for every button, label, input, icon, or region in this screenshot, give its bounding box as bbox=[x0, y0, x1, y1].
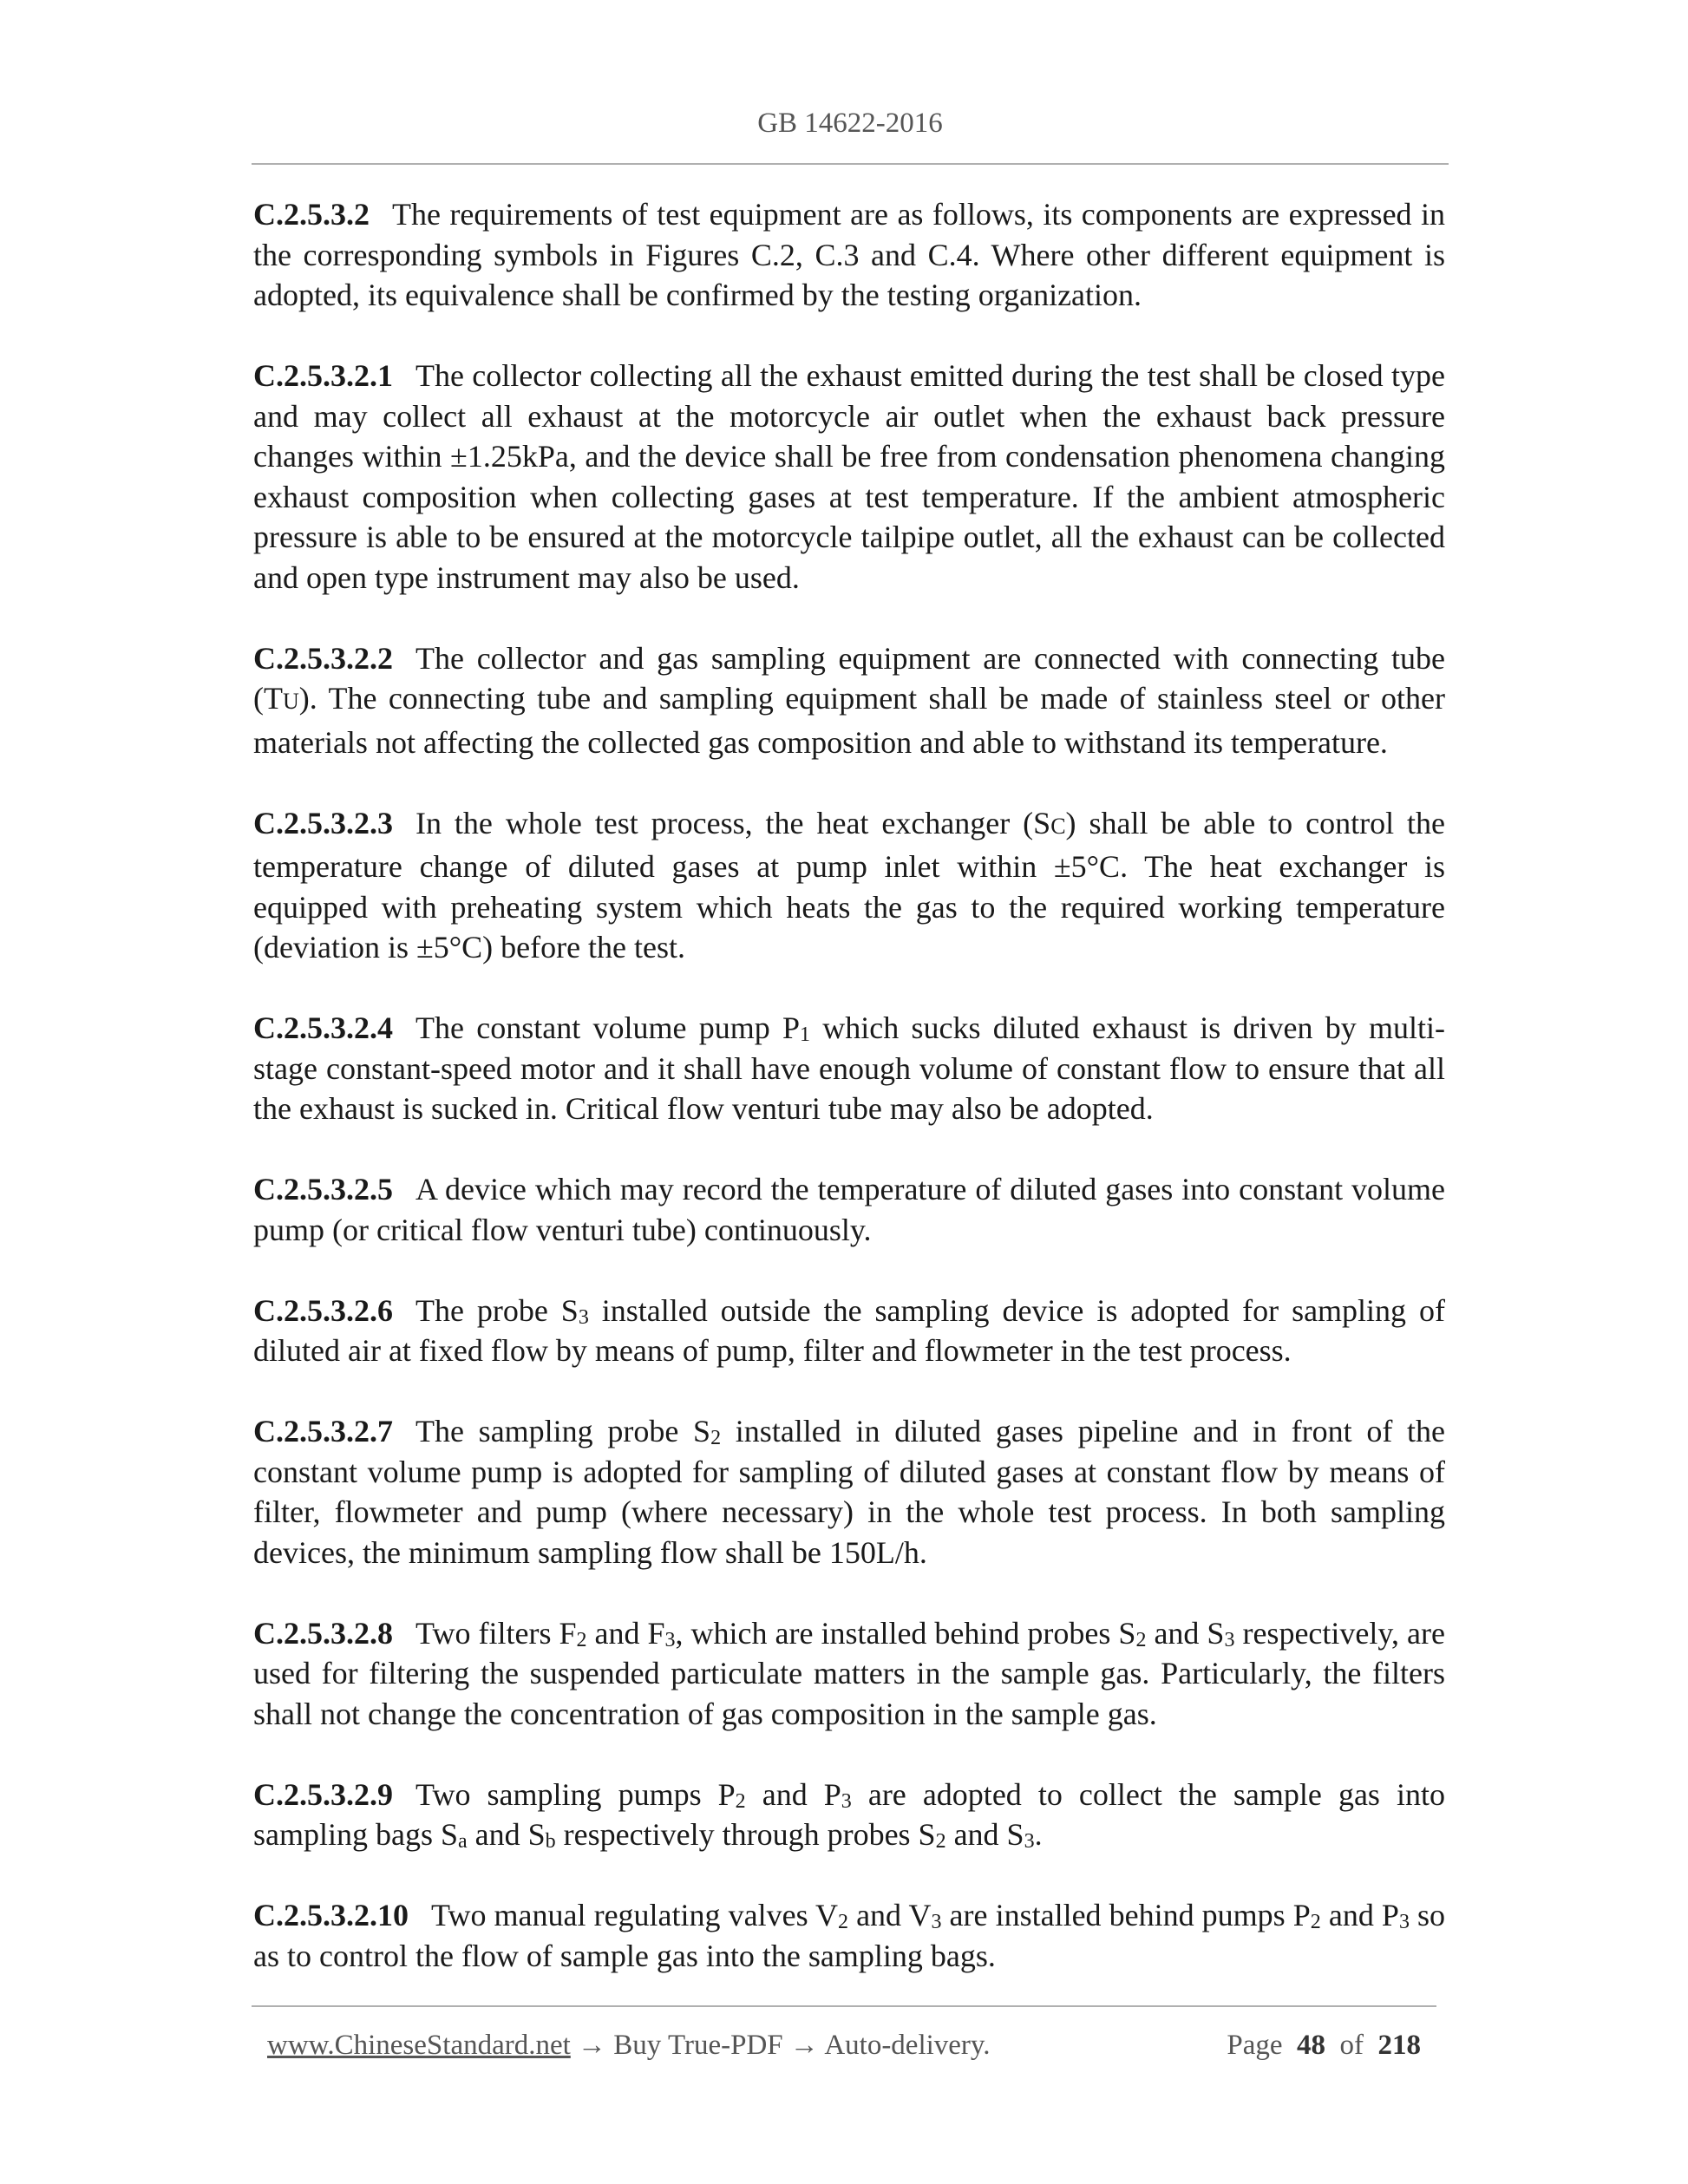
subscript: 2 bbox=[1135, 1628, 1147, 1651]
clause-text: which sucks diluted exhaust is driven by multi-stage constant-speed motor and it shall have enough volume of constant flow to ensure that all the exhaust is sucked in. Critical flow venturi tube may also be adopted. bbox=[253, 1010, 1445, 1126]
clause-text: . bbox=[1034, 1817, 1043, 1852]
section-c25322 bbox=[253, 638, 1445, 763]
subscript: a bbox=[458, 1830, 468, 1853]
section-c25328 bbox=[253, 1613, 1445, 1735]
subscript: b bbox=[545, 1830, 556, 1853]
footer-promo bbox=[267, 2030, 991, 2062]
section-c25327 bbox=[253, 1411, 1445, 1573]
subscript: 2 bbox=[710, 1427, 722, 1449]
section-c25321 bbox=[253, 356, 1445, 598]
clause-text: The sampling probe S bbox=[415, 1414, 711, 1448]
subscript: 3 bbox=[841, 1789, 852, 1813]
section-c2532 bbox=[253, 194, 1445, 316]
clause-text: In the whole test process, the heat exchanger (S bbox=[415, 805, 1051, 840]
clause-number: C.2.5.3.2.7 bbox=[253, 1414, 393, 1448]
clause-text: A device which may record the temperature of diluted gases into constant volume pump (or critical flow venturi tube) continuously. bbox=[253, 1172, 1445, 1247]
arrow-icon: → bbox=[570, 2030, 614, 2061]
clause-text: and P bbox=[1320, 1898, 1399, 1932]
clause-text: The constant volume pump P bbox=[415, 1010, 800, 1045]
subscript: 2 bbox=[935, 1830, 946, 1853]
subscript: 2 bbox=[735, 1789, 746, 1813]
page-header: GB 14622-2016 bbox=[757, 108, 943, 139]
clause-number: C.2.5.3.2.10 bbox=[253, 1898, 409, 1932]
page-total: 218 bbox=[1377, 2030, 1421, 2061]
arrow-icon: → bbox=[782, 2030, 825, 2061]
clause-number: C.2.5.3.2.2 bbox=[253, 640, 393, 676]
section-c25326 bbox=[253, 1291, 1445, 1371]
clause-text: respectively through probes S bbox=[555, 1817, 936, 1852]
buy-pdf-text: Buy True-PDF bbox=[613, 2030, 783, 2061]
section-c25329 bbox=[253, 1775, 1445, 1855]
footer-divider bbox=[252, 2005, 1436, 2007]
subscript: 1 bbox=[800, 1023, 810, 1046]
section-c25323 bbox=[253, 803, 1445, 968]
subscript: 2 bbox=[1310, 1911, 1321, 1933]
page-number: 48 bbox=[1297, 2030, 1325, 2061]
clause-text: ). The connecting tube and sampling equipment shall be made of stainless steel or other materials not affecting the collected gas composition and able to withstand its temperature. bbox=[253, 681, 1445, 760]
subscript: 2 bbox=[576, 1628, 587, 1651]
clause-text: and S bbox=[467, 1817, 546, 1852]
clause-text: The requirements of test equipment are as follows, its components are expressed in the corresponding symbols in Figures C.2, C.3 and C.4. Where other different equipment is adopted, its equivalence shall be confirmed by the testing organization. bbox=[253, 197, 1445, 312]
clause-text: and S bbox=[1146, 1615, 1225, 1651]
section-c25325 bbox=[253, 1169, 1445, 1250]
clause-text: Two filters F bbox=[415, 1615, 577, 1651]
clause-number: C.2.5.3.2.9 bbox=[253, 1776, 393, 1812]
clause-number: C.2.5.3.2.8 bbox=[253, 1615, 393, 1651]
clause-text: and V bbox=[848, 1898, 932, 1932]
of-label: of bbox=[1339, 2030, 1364, 2061]
page-counter bbox=[1227, 2030, 1421, 2062]
subscript: U bbox=[282, 689, 299, 714]
subscript: 3 bbox=[1398, 1911, 1410, 1933]
header-divider bbox=[252, 163, 1449, 165]
subscript: 3 bbox=[578, 1305, 589, 1329]
clause-text: Two sampling pumps P bbox=[415, 1776, 736, 1812]
document-body bbox=[253, 194, 1445, 2017]
clause-text: so as to control the flow of sample gas into the sampling bags. bbox=[253, 1898, 1446, 1973]
clause-number: C.2.5.3.2.5 bbox=[253, 1172, 393, 1206]
subscript: 3 bbox=[931, 1911, 942, 1933]
subscript: C bbox=[1050, 813, 1066, 839]
clause-number: C.2.5.3.2.6 bbox=[253, 1292, 393, 1328]
page-label: Page bbox=[1227, 2030, 1283, 2061]
clause-text: installed outside the sampling device is adopted for sampling of diluted air at fixed flow by means of pump, filter and flowmeter in the test process. bbox=[253, 1292, 1445, 1368]
clause-number: C.2.5.3.2.4 bbox=[253, 1010, 393, 1045]
clause-text: The collector collecting all the exhaust emitted during the test shall be closed type and may collect all exhaust at the motorcycle air outlet when the exhaust back pressure changes within ±1.25kPa, and the device shall be free from condensation phenomena changing exhaust composition when collecting gases at test temperature. If the ambient atmospheric pressure is able to be ensured at the motorcycle tailpipe outlet, all the exhaust can be collected and open type instrument may also be used. bbox=[253, 358, 1445, 595]
auto-delivery-text: Auto-delivery. bbox=[824, 2030, 991, 2061]
clause-text: installed in diluted gases pipeline and in front of the constant volume pump is adopted for sampling of diluted gases at constant flow by means of filter, flowmeter and pump (where necessary) in the whole test process. In both sampling devices, the minimum sampling flow shall be 150L/h. bbox=[253, 1414, 1446, 1570]
clause-number: C.2.5.3.2 bbox=[253, 197, 370, 232]
clause-text: ) shall be able to control the temperature change of diluted gases at pump inlet within ±5°C. The heat exchanger is equipped with preheating system which heats the gas to the required working temperature (deviation is ±5°C) before the test. bbox=[253, 805, 1445, 964]
clause-number: C.2.5.3.2.3 bbox=[253, 805, 393, 840]
clause-text: and S bbox=[945, 1817, 1024, 1852]
clause-text: are adopted to collect the sample gas into sampling bags S bbox=[253, 1776, 1445, 1852]
clause-text: are installed behind pumps P bbox=[941, 1898, 1311, 1932]
clause-text: respectively, are used for filtering the suspended particulate matters in the sample gas. Particularly, the filters shall not change the concentration of gas composition in the sample gas. bbox=[253, 1615, 1445, 1731]
subscript: 3 bbox=[1024, 1830, 1035, 1853]
website-link[interactable]: www.ChineseStandard.net bbox=[267, 2030, 571, 2061]
section-c253210 bbox=[253, 1895, 1445, 1976]
clause-text: The collector and gas sampling equipment are connected with connecting tube (T bbox=[253, 640, 1445, 716]
subscript: 3 bbox=[1224, 1628, 1235, 1651]
subscript: 3 bbox=[664, 1628, 676, 1651]
clause-text: and F bbox=[586, 1615, 665, 1651]
clause-text: Two manual regulating valves V bbox=[431, 1898, 838, 1932]
clause-number: C.2.5.3.2.1 bbox=[253, 358, 393, 393]
section-c25324 bbox=[253, 1008, 1445, 1129]
subscript: 2 bbox=[838, 1911, 848, 1933]
clause-text: , which are installed behind probes S bbox=[675, 1615, 1136, 1651]
clause-text: The probe S bbox=[415, 1292, 579, 1328]
clause-text: and P bbox=[745, 1776, 841, 1812]
